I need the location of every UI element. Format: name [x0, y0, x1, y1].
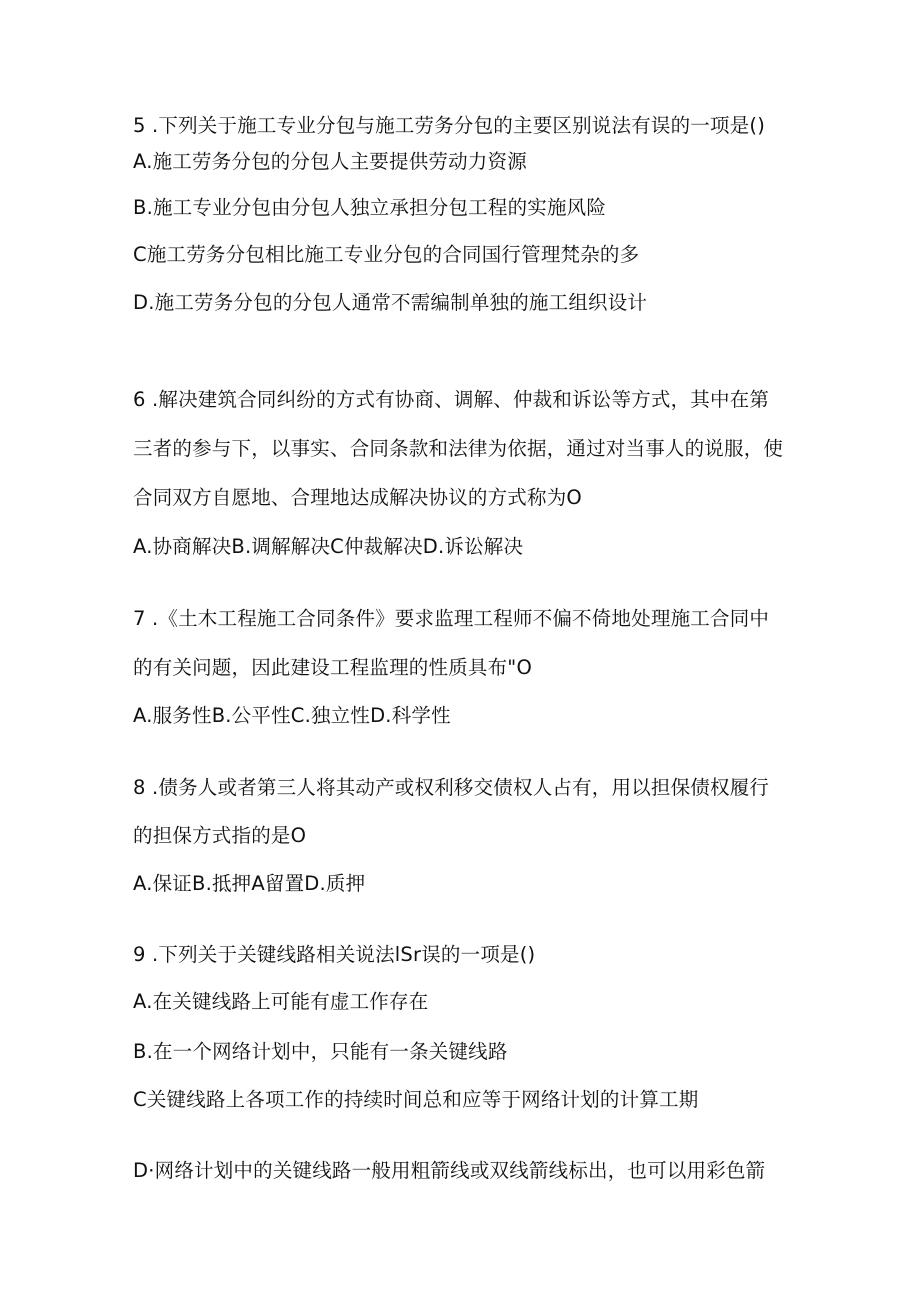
q8-options: A.保证B.抵押A留置D.质押: [133, 872, 366, 895]
q7-stem-line-1: 7 .《土木工程施工合同条件》要求监理工程师不偏不倚地处理施工合同中: [133, 607, 770, 630]
q9-stem-line-1: 9 .下列关于关键线路相关说法lSr误的一项是(): [133, 943, 536, 966]
q6-stem-line-3: 合同双方自愿地、合理地达成解决协议的方式称为O: [133, 486, 582, 509]
q9-option-a: A.在关键线路上可能有虚工作存在: [133, 990, 429, 1013]
q5-option-c: C施工劳务分包相比施工专业分包的合同国行管理梵杂的多: [133, 243, 640, 266]
q5-option-d: D.施工劳务分包的分包人通常不需编制单独的施工组织设计: [133, 291, 648, 314]
q7-options: A.服务性B.公平性C.独立性D.科学性: [133, 704, 451, 727]
q9-option-c: C关键线路上各项工作的持续时间总和应等于网络计划的计算工期: [133, 1088, 699, 1111]
q6-stem-line-1: 6 .解决建筑合同纠纷的方式有协商、调解、仲裁和诉讼等方式，其中在第: [133, 388, 770, 411]
q5-stem-line-1: 5 .下列关于施工专业分包与施工劳务分包的主要区别说法有误的一项是(): [133, 114, 766, 137]
q6-options: A.协商解决B.调解解决C仲裁解决D.诉讼解决: [133, 535, 524, 558]
q8-stem-line-2: 的担保方式指的是O: [133, 824, 307, 847]
q7-stem-line-2: 的有关问题，因此建设工程监理的性质具布"O: [133, 656, 533, 679]
q8-stem-line-1: 8 .债务人或者第三人将其动产或权利移交债权人占有，用以担保债权履行: [133, 776, 770, 799]
q9-option-d: D·网络计划中的关键线路一般用粗箭线或双线箭线标出，也可以用彩色箭: [133, 1159, 766, 1182]
q6-stem-line-2: 三者的参与下，以事实、合同条款和法律为依据，通过对当事人的说服，使: [133, 437, 784, 460]
q9-option-b: B.在一个网络计划中，只能有一条关键线路: [133, 1040, 508, 1063]
q5-option-b: B.施工专业分包由分包人独立承担分包工程的实施风险: [133, 196, 607, 219]
q5-option-a: A.施工劳务分包的分包人主要提供劳动力资源: [133, 150, 527, 173]
